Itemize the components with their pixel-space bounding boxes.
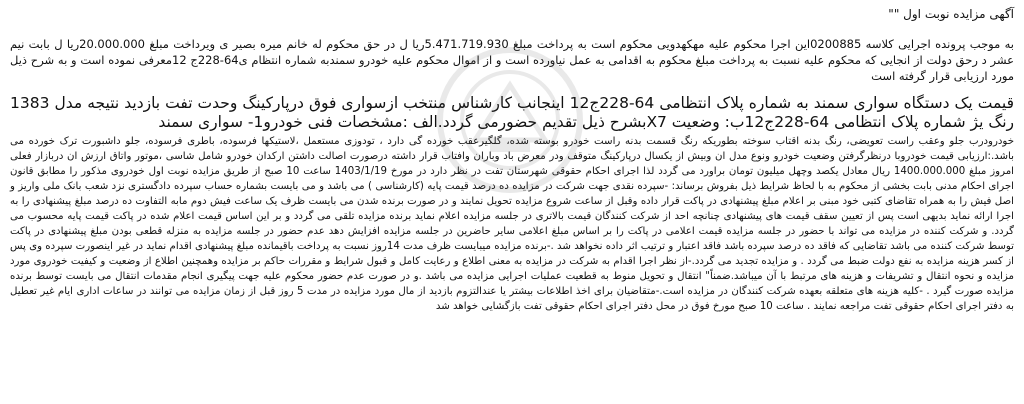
- notice-title: آگهی مزایده نوبت اول "": [888, 7, 1014, 21]
- notice-intro-paragraph: به موجب پرونده اجرایی کلاسه 0200885این اجرا محکوم علیه مهکهدویی محکوم است به پرداخت مبلغ 5.471.719.930ریا ل در حق محکوم له خانم میره بصیر ی ویرداخت مبلغ 20.000.000ریا ل بابت نیم عشر د رحق دولت از انجایی که محکوم علیه نسبت به پرداخت مبلغ محکوم به اقدامی به عمل نیاورده است و از اموال محکوم علیه خودرو سمندبه شماره انتظام ی64-228ج 12معرفی نموده است و به شرح ذیل مورد ارزیابی قرار گرفته است: [10, 37, 1014, 83]
- notice-body-paragraph: خودرودرب جلو وعقب راست تعویضی، رنگ بدنه اقتاب سوخته بطوریکه رنگ قسمت بدنه راست خودرو بوسته شده، گلگیرعقب خورده گی دارد ، تودوزی مستعمل ،لاستیکها فرسوده، باطری فرسوده، جلو داشبورت ترک خورده می باشد.:ارزیابی قیمت خودروبا درنظرگرفتن وضعیت خودرو ونوع مدل ان وبیش از یکسال درپارکینگ متوقف ودر معرض باد وباران وافتاب قرار داشته درصورت اصالت داشتن ارکدان خودرو شامل شاسی ،موتور واتاق ارزش ان دربازار فعلی امروز مبلغ 1400.000.000 ریال معادل یکصد وچهل میلیون تومان براورد می گردد لذا اجرای احکام حقوقی شهرستان تفت در نظر دارد در مورخ 1403/1/19 ساعت 10 صبح از طریق مزایده نوبت اول خودروی مذکور را مطابق قانون اجرای احکام مدنی بابت بخشی از محکوم به با لحاظ شرایط ذیل بفروش برساند: -سپرده نقدی جهت شرکت در مزایده ده درصد قیمت پایه (کارشناسی ) می باشد و می بایست بشماره حساب سپرده دادگستری نزد شعب بانک ملی واریز و اصل فیش را به همراه تقاضای کتبی خود مبنی بر اعلام مبلغ پیشنهادی در پاکت قرار داده وقبل از ساعت شروع مزایده تحویل نمایند و در صورت برنده شدن می بایست ظرف یک ساعت فیش دوم مابه التفاوت ده درصد مبلغ پیشنهادی را به اجرا ارائه نماید بدیهی است پس از تعیین سقف قیمت های پیشنهادی چنانچه احد از شرکت کنندگان قیمت بالاتری در جلسه مزایده اعلام نماید برنده مزایده تلقی می گردد و بر این اساس قیمت اعلام شده در پاکت قیمت پایه محسوب می گردد. و شرکت کننده در مزایده می تواند با حضور در جلسه مزایده قیمت اعلامی در پاکت را بر اساس مبلغ اعلامی سایر حاضرین در جلسه مزایده افزایش دهد عدم حضور در جلسه مزایده به منزله قطعی بودن مبلغ پیشنهادی در پاکت توسط شرکت کننده می باشد تقاضایی که فاقد ده درصد سپرده باشد فاقد اعتبار و ترتیب اثر داده نخواهد شد .-برنده مزایده میبایست ظرف مدت 14روز نسبت به پرداخت باقیمانده مبلغ پیشنهادی اقدام نماید در غیر اینصورت سپرده وی پس از کسر هزینه مزایده به نفع دولت ضبط می گردد . و مزایده تجدید می گردد.-از نظر اجرا اقدام به شرکت در مزایده به معنی اطلاع و رعایت کامل و قبول شرایط و مقررات حاکم بر مزایده وهمچنین اطلاع از وضعیت و کیفیت خودروی مورد مزایده و نحوه انتقال و تشریفات و هزینه های مرتبط با آن میباشد.ضمناً" انتقال و تحویل منوط به قطعیت عملیات اجرایی مزایده می باشد .و در صورت عدم حضور محکوم علیه جهت پیگیری انجام مقدمات انتقال می بایست توسط برنده مزایده صورت گیرد . -کلیه هزینه های متعلقه بعهده شرکت کنندگان در مزایده است.-متقاضیان برای اخذ اطلاعات بیشتر یا عندالتزوم بازدید از مال مورد مزایده در مدت 5 روز قبل از زمان مزایده می توانند در ساعات اداری ایام غیر تعطیل به دفتر اجرای احکام حقوقی تفت مراجعه نمایند . ساعت 10 صبح مورخ فوق در محل دفتر اجرای احکام حقوقی تفت بازگشایی خواهد شد: [10, 136, 1015, 312]
- notice-headline-paragraph: قیمت یک دستگاه سواری سمند به شماره پلاک انتظامی 64-228ج12 اینجانب کارشناس منتخب ازسواری فوق درپارکینگ وحدت تفت بازدید نتیجه مدل 1383 رنگ یژ شماره پلاک انتظامی 64-228ج12ب: وضعیت X7بشرح ذیل تقدیم حضورمی گردد.الف :مشخصات فنی خودرو1- سواری سمند: [10, 94, 1014, 131]
